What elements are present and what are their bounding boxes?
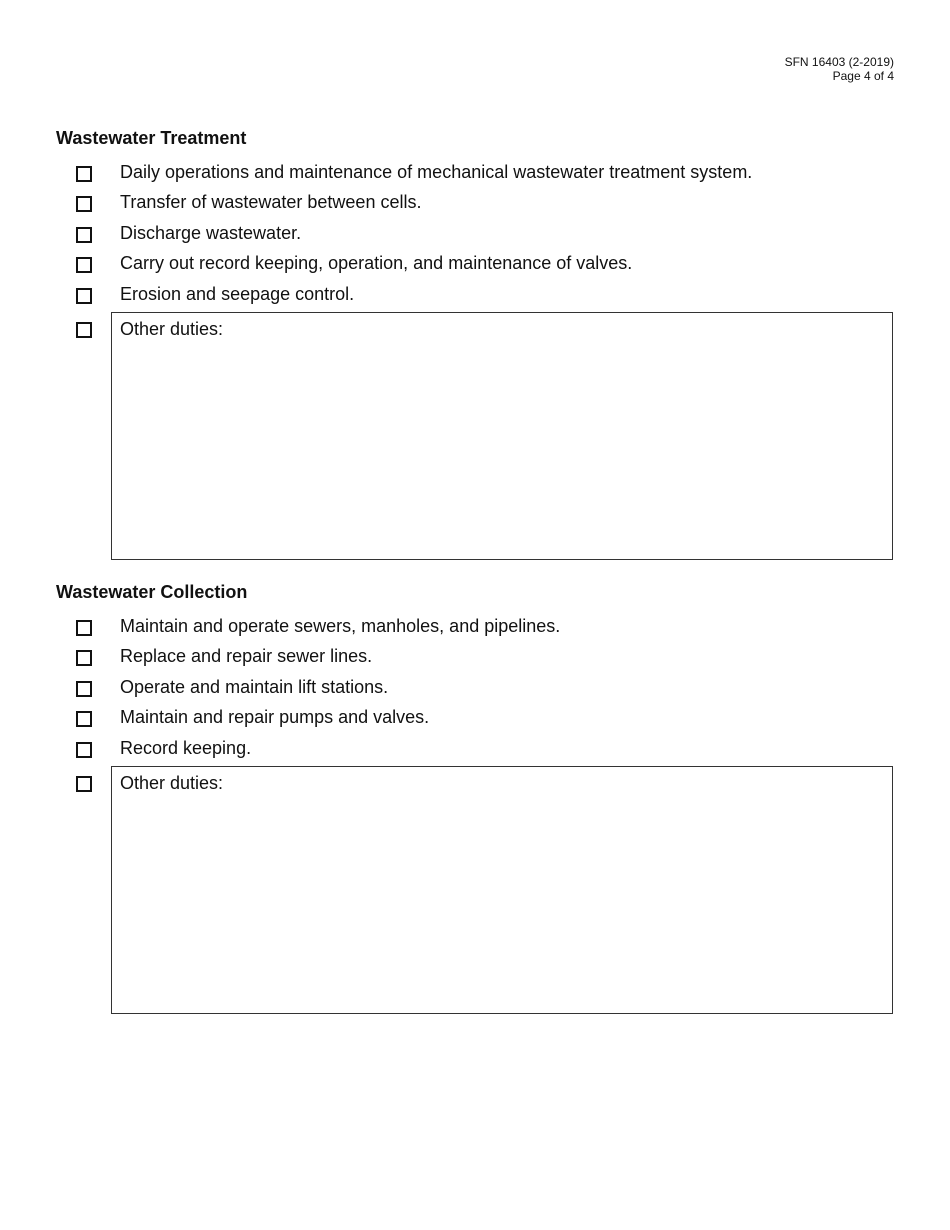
checklist-item-label: Maintain and repair pumps and valves. xyxy=(120,707,430,728)
other-duties-label: Other duties: xyxy=(120,772,224,793)
other-duties-row xyxy=(56,767,894,1017)
checkbox[interactable] xyxy=(76,742,92,758)
checklist-item xyxy=(56,645,894,675)
other-duties-row xyxy=(56,313,894,563)
checkbox[interactable] xyxy=(76,227,92,243)
checkbox[interactable] xyxy=(76,620,92,636)
checklist-item-label: Daily operations and maintenance of mechanical wastewater treatment system. xyxy=(120,162,753,182)
section-title-wastewater-collection: Wastewater Collection xyxy=(56,582,248,602)
checklist-item xyxy=(56,706,894,736)
checkbox[interactable] xyxy=(76,681,92,697)
checklist-item-label: Operate and maintain lift stations. xyxy=(120,676,389,697)
checklist-item xyxy=(56,222,894,252)
other-duties-checkbox[interactable] xyxy=(76,776,92,792)
other-duties-input[interactable] xyxy=(120,345,884,551)
form-number: SFN 16403 (2-2019) xyxy=(784,55,894,69)
other-duties-label: Other duties: xyxy=(120,318,224,339)
checklist-item-label: Discharge wastewater. xyxy=(120,222,302,243)
checklist-item xyxy=(56,252,894,282)
checklist-item-label: Maintain and operate sewers, manholes, and pipelines. xyxy=(120,616,561,636)
wastewater-treatment-section xyxy=(56,127,894,563)
checklist-item-label: Record keeping. xyxy=(120,737,252,758)
checklist-item-label: Replace and repair sewer lines. xyxy=(120,646,373,667)
checklist-item xyxy=(56,676,894,706)
checklist-item xyxy=(56,737,894,767)
checklist-item xyxy=(56,161,894,191)
section-title-wastewater-treatment: Wastewater Treatment xyxy=(56,128,247,148)
checkbox[interactable] xyxy=(76,196,92,212)
checklist-item-label: Erosion and seepage control. xyxy=(120,283,355,304)
other-duties-checkbox[interactable] xyxy=(76,322,92,338)
wastewater-collection-section xyxy=(56,581,894,1017)
checkbox[interactable] xyxy=(76,166,92,182)
other-duties-box xyxy=(111,766,893,1014)
other-duties-box xyxy=(111,312,893,560)
checklist-item xyxy=(56,191,894,221)
page-number: Page 4 of 4 xyxy=(832,69,894,83)
checkbox[interactable] xyxy=(76,650,92,666)
form-header xyxy=(785,55,894,83)
checkbox[interactable] xyxy=(76,288,92,304)
checkbox[interactable] xyxy=(76,711,92,727)
checklist-item xyxy=(56,615,894,645)
checklist-item-label: Carry out record keeping, operation, and maintenance of valves. xyxy=(120,253,633,274)
other-duties-input[interactable] xyxy=(120,799,884,1005)
checklist-item-label: Transfer of wastewater between cells. xyxy=(120,192,422,213)
checkbox[interactable] xyxy=(76,257,92,273)
checklist-item xyxy=(56,283,894,313)
